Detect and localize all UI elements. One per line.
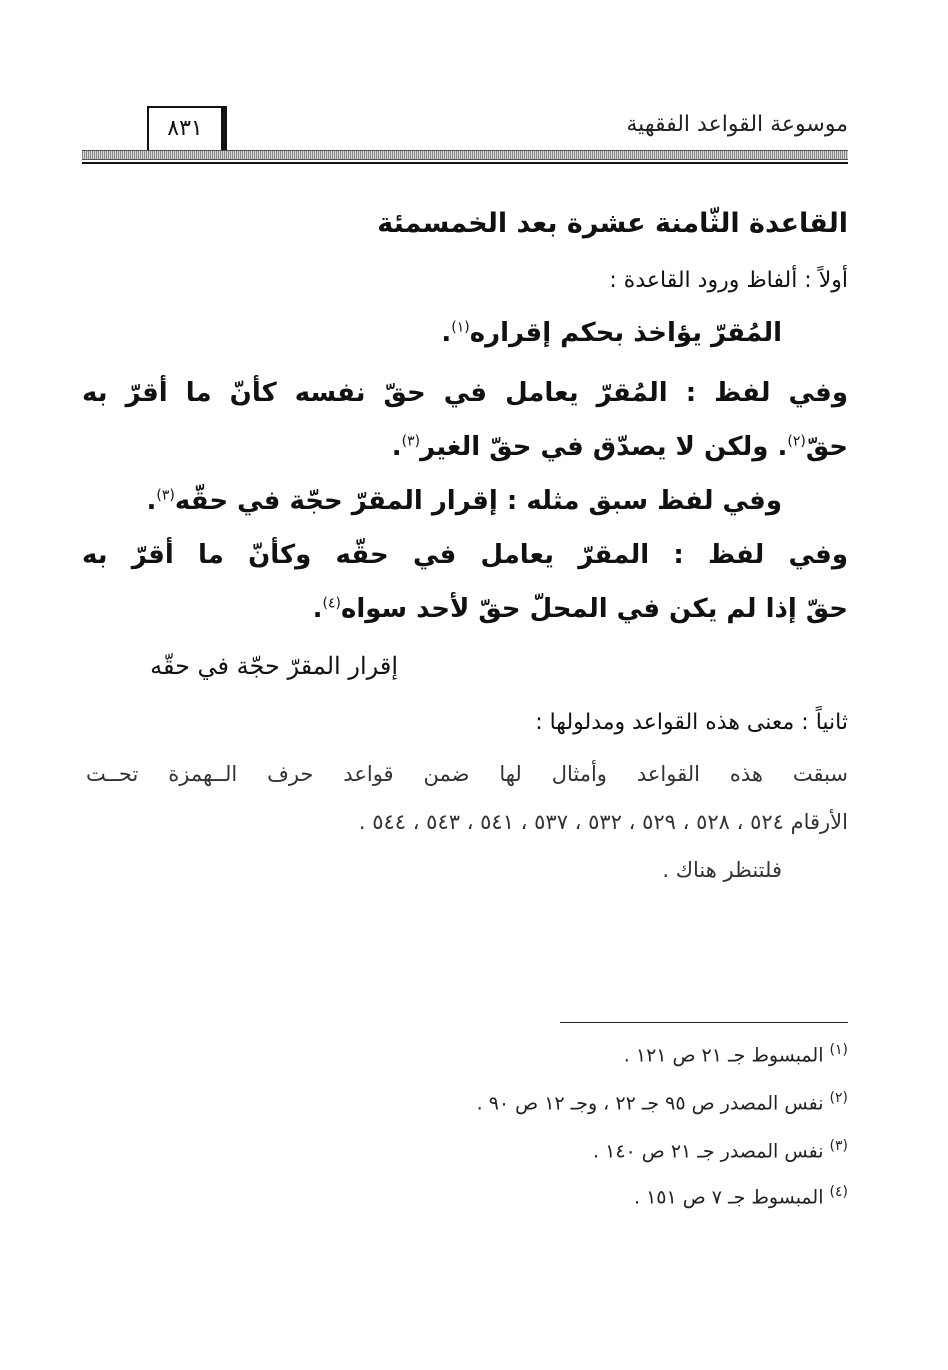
footnote-mark-3: (٣) <box>401 433 421 450</box>
rule-form-3: وفي لفظ سبق مثله : إقرار المقرّ حجّة في حقّه$^{(٣)}$. <box>146 486 782 516</box>
rule-form-1: المُقرّ يؤاخذ بحكم إقراره$^{(١)}$. <box>441 318 782 348</box>
rule-form-1-text: المُقرّ يؤاخذ بحكم إقراره <box>469 318 782 348</box>
rule-form-4-text: حقّ إذا لم يكن في المحلّ حقّ لأحد سواه <box>341 594 848 624</box>
page-number: ٨٣١ <box>147 106 227 152</box>
footnote-2 <box>477 1090 848 1114</box>
footnote-4 <box>634 1184 848 1208</box>
header-rule-thin <box>82 162 848 164</box>
footnote-mark-1: (١) <box>451 319 470 336</box>
running-title: موسوعة القواعد الفقهية <box>626 112 848 137</box>
footnote-mark-3b: (٣) <box>156 487 175 504</box>
footnote-3 <box>593 1138 848 1162</box>
paragraph-line-2: الأرقام ٥٢٤ ، ٥٢٨ ، ٥٢٩ ، ٥٣٢ ، ٥٣٧ ، ٥٤١ ، ٥٤٣ ، ٥٤٤ . <box>358 810 848 834</box>
header-rule <box>82 150 848 160</box>
footnote-mark-4: (٤) <box>322 595 341 612</box>
footnote-4-text: المبسوط جـ ٧ ص ١٥١ . <box>633 1186 824 1209</box>
paragraph-line-3: فلتنظر هناك . <box>662 858 782 882</box>
footnote-3-text: نفس المصدر جـ ٢١ ص ١٤٠ . <box>593 1140 824 1163</box>
footnote-1-mark: (١) <box>829 1042 848 1058</box>
rule-form-2-line-1: وفي لفظ : المُقرّ يعامل في حقّ نفسه كأنّ ما أقرّ به <box>82 378 848 408</box>
section-heading-1: أولاً : ألفاظ ورود القاعدة : <box>609 268 848 293</box>
rule-form-4-line-1: وفي لفظ : المقرّ يعامل في حقّه وكأنّ ما أقرّ به <box>82 540 848 570</box>
footnote-1 <box>624 1042 848 1066</box>
footnote-mark-2: (٢) <box>787 433 806 450</box>
footnote-2-text: نفس المصدر ص ٩٥ جـ ٢٢ ، وجـ ١٢ ص ٩٠ . <box>476 1092 824 1115</box>
paragraph-line-1: سبقت هذه القواعد وأمثال لها ضمن قواعد حرف الــهمزة تحــت <box>86 762 848 786</box>
rule-form-2-part-a: حقّ <box>805 432 848 462</box>
section-heading-2: ثانياً : معنى هذه القواعد ومدلولها : <box>535 710 848 735</box>
rule-form-2-line-2: حقّ$^{(٢)}$. ولكن لا يصدّق في حقّ الغير$^{(٣)}$. <box>391 432 848 462</box>
rule-form-3-text: وفي لفظ سبق مثله : إقرار المقرّ حجّة في حقّه <box>174 486 782 516</box>
rule-form-2-part-b: . ولكن لا يصدّق في حقّ الغير <box>420 432 788 462</box>
rule-title: القاعدة الثّامنة عشرة بعد الخمسمئة <box>377 208 848 239</box>
footnote-separator <box>560 1022 848 1023</box>
footnote-4-mark: (٤) <box>829 1184 848 1200</box>
rule-form-4-line-2: حقّ إذا لم يكن في المحلّ حقّ لأحد سواه$^{(٤)}$. <box>312 594 848 624</box>
quoted-rule: إقرار المقرّ حجّة في حقّه <box>150 652 398 680</box>
footnote-2-mark: (٢) <box>829 1090 848 1106</box>
footnote-1-text: المبسوط جـ ٢١ ص ١٢١ . <box>623 1044 824 1067</box>
footnote-3-mark: (٣) <box>829 1138 848 1154</box>
